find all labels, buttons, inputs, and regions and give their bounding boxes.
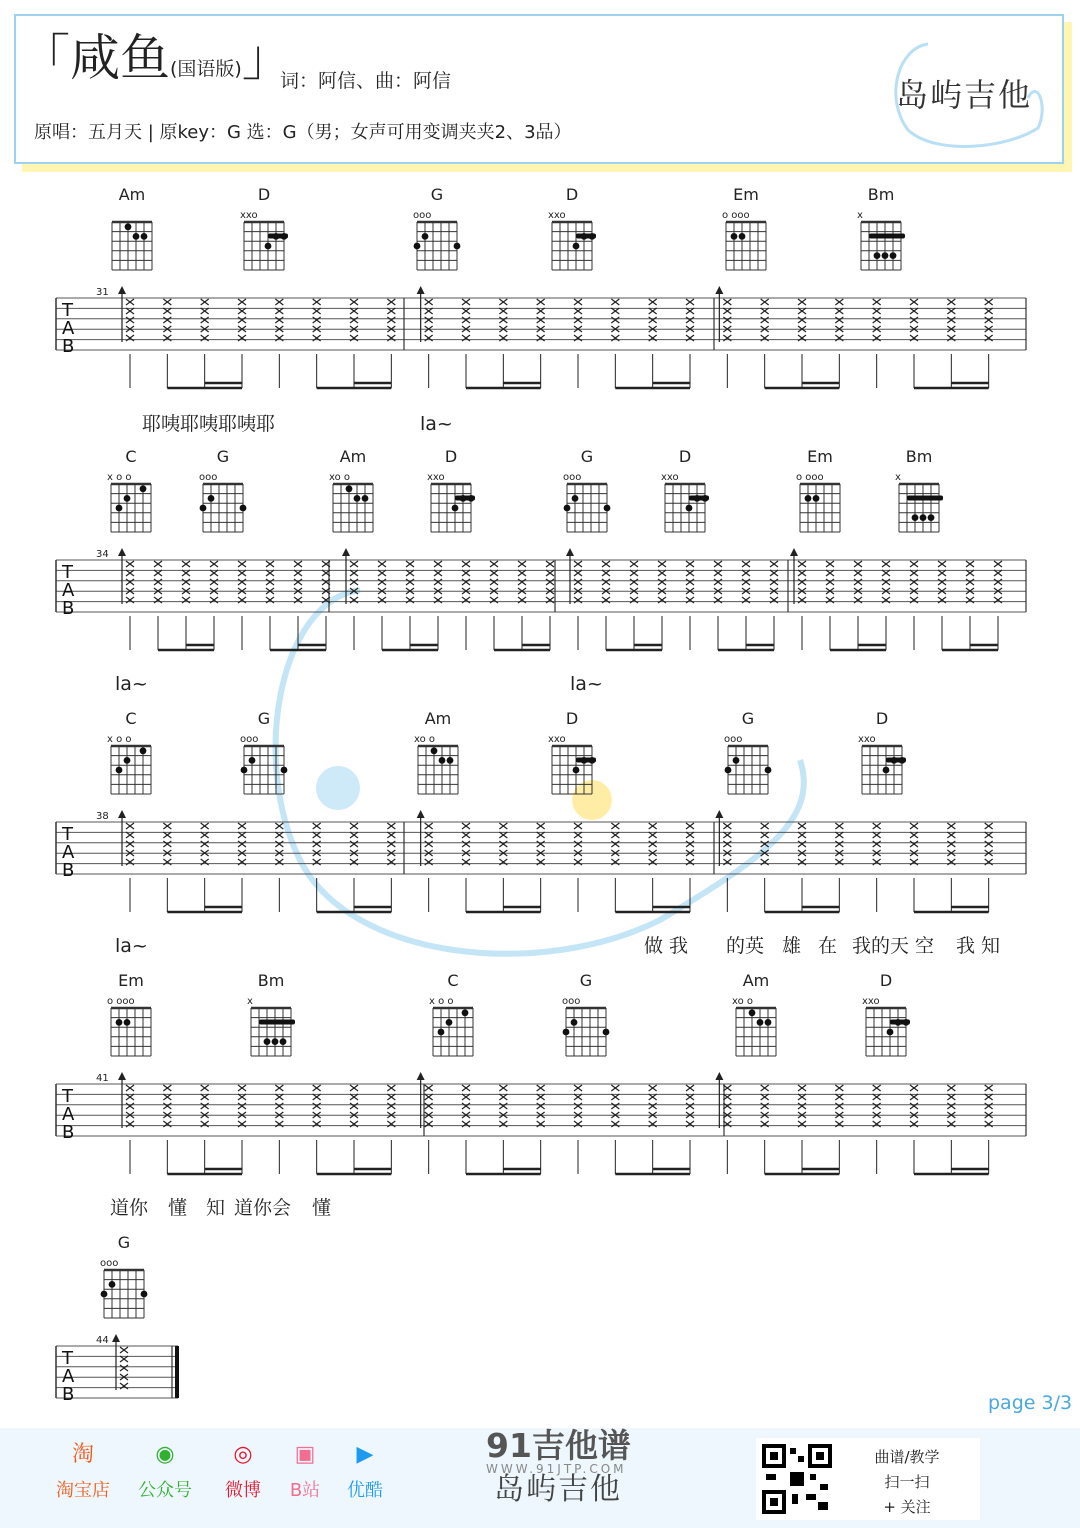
string-markers: xxo <box>858 734 876 745</box>
strum-x <box>882 561 890 603</box>
strum-x <box>350 561 358 603</box>
strum-x <box>770 561 778 603</box>
lyric-text: 我的天 空 <box>852 935 935 957</box>
credits-label: 词：阿信、曲：阿信 <box>280 70 452 92</box>
strum-x <box>910 823 918 865</box>
strum-x <box>490 561 498 603</box>
strum-x <box>313 823 321 865</box>
strum-x <box>835 299 843 341</box>
chord-diagram <box>548 185 596 270</box>
strum-x <box>462 299 470 341</box>
system-38 <box>56 673 1026 912</box>
tab-letter: B <box>62 598 75 619</box>
strum-x <box>686 299 694 341</box>
chord-diagram <box>112 185 152 270</box>
strum-x <box>686 561 694 603</box>
strum-x <box>499 823 507 865</box>
chord-diagram <box>240 185 288 270</box>
strum-x <box>761 823 769 865</box>
strum-x <box>798 1085 806 1127</box>
strum-x <box>425 1085 433 1127</box>
lyric-text: la~ <box>115 935 148 957</box>
strum-x <box>350 1085 358 1127</box>
strum-x <box>387 1085 395 1127</box>
strum-x <box>649 823 657 865</box>
strum-x <box>574 823 582 865</box>
strum-x <box>126 823 134 865</box>
chord-name: D <box>565 185 579 204</box>
chord-diagram <box>661 447 709 532</box>
footer-link-2[interactable] <box>208 1440 278 1502</box>
string-markers: ooo <box>563 472 582 483</box>
lyric-text: 道你会 <box>234 1197 292 1219</box>
chord-name: Em <box>807 447 833 466</box>
chord-name: Bm <box>867 185 895 204</box>
strum-x <box>275 299 283 341</box>
bilibili-icon: ▣ <box>294 1442 316 1467</box>
strum-x <box>873 823 881 865</box>
string-markers: o ooo <box>796 472 824 483</box>
strum-x <box>126 561 134 603</box>
strum-x <box>723 299 731 341</box>
strum-x <box>611 1085 619 1127</box>
footer-link-label: 公众号 <box>138 1480 192 1501</box>
strum-x <box>649 299 657 341</box>
chord-diagram <box>414 709 458 794</box>
lyric-text: 我 知 <box>956 935 1001 957</box>
chord-name: G <box>430 185 444 204</box>
chord-diagram <box>107 709 151 794</box>
strum-x <box>537 823 545 865</box>
strum-x <box>499 299 507 341</box>
qr-line-1: 曲谱/教学 <box>874 1448 940 1466</box>
strum-x <box>537 1085 545 1127</box>
strum-x <box>602 561 610 603</box>
strum-x <box>854 561 862 603</box>
footer-link-label: 淘宝店 <box>56 1480 110 1501</box>
lyric-text: 懂 <box>168 1197 188 1219</box>
chord-diagram <box>247 971 295 1056</box>
string-markers: x <box>247 996 253 1007</box>
strum-x <box>266 561 274 603</box>
strum-x <box>994 561 1002 603</box>
lyric-text: la~ <box>420 413 453 435</box>
strum-x <box>425 823 433 865</box>
strum-x <box>910 299 918 341</box>
string-markers: x <box>857 210 863 221</box>
chord-diagram <box>427 447 475 532</box>
strum-x <box>798 561 806 603</box>
wechat-icon: ◉ <box>155 1442 175 1467</box>
string-markers: x <box>895 472 901 483</box>
strum-x <box>313 1085 321 1127</box>
chord-diagram <box>199 447 246 532</box>
strum-x <box>163 823 171 865</box>
strum-x <box>835 823 843 865</box>
footer-link-4[interactable] <box>330 1440 400 1502</box>
chord-diagram <box>240 709 287 794</box>
strum-x <box>761 1085 769 1127</box>
chord-diagram <box>724 709 771 794</box>
chord-diagram <box>857 185 905 270</box>
system-41 <box>56 935 1026 1174</box>
string-markers: xo o <box>732 996 754 1007</box>
strum-x <box>499 1085 507 1127</box>
chord-name: Am <box>424 709 452 728</box>
chord-diagram <box>732 971 776 1056</box>
page-number: page 3/3 <box>988 1392 1073 1414</box>
tab-letter: T <box>62 1348 73 1369</box>
version-label: (国语版) <box>170 58 242 80</box>
logo-text: 岛屿吉他 <box>896 76 1033 114</box>
strum-x <box>425 299 433 341</box>
string-markers: o ooo <box>107 996 135 1007</box>
lyric-text: la~ <box>115 673 148 695</box>
string-markers: ooo <box>199 472 218 483</box>
strum-x <box>658 561 666 603</box>
chord-name: Bm <box>257 971 285 990</box>
strum-x <box>313 299 321 341</box>
strum-x <box>434 561 442 603</box>
chord-diagram <box>722 185 766 270</box>
strum-x <box>947 299 955 341</box>
chord-diagram <box>429 971 473 1056</box>
strum-x <box>630 561 638 603</box>
strum-x <box>275 823 283 865</box>
song-title: 「咸鱼(国语版)」 <box>20 29 292 87</box>
strum-x <box>649 1085 657 1127</box>
chord-name: C <box>125 709 137 728</box>
chord-name: G <box>257 709 271 728</box>
system-31 <box>56 185 1026 388</box>
chord-name: D <box>678 447 692 466</box>
strum-x <box>798 299 806 341</box>
chord-name: D <box>879 971 893 990</box>
string-markers: xo o <box>414 734 436 745</box>
brand-name: 91吉他谱 <box>486 1426 631 1465</box>
strum-x <box>462 1085 470 1127</box>
tab-letter: B <box>62 336 75 357</box>
brand-url: WWW.91JTP.COM <box>486 1462 627 1476</box>
string-markers: x o o <box>107 734 132 745</box>
strum-x <box>238 1085 246 1127</box>
strum-x <box>546 561 554 603</box>
chord-diagram <box>862 971 910 1056</box>
strum-x <box>938 561 946 603</box>
chord-name: Am <box>742 971 770 990</box>
strum-x <box>387 299 395 341</box>
strum-x <box>406 561 414 603</box>
string-markers: xxo <box>548 210 566 221</box>
lyric-text: 在 <box>818 935 838 957</box>
strum-x <box>985 823 993 865</box>
strum-x <box>201 1085 209 1127</box>
qr-line-2: 扫一扫 <box>884 1473 930 1491</box>
strum-x <box>611 299 619 341</box>
tab-letter: A <box>62 1366 75 1387</box>
chord-diagram <box>548 709 596 794</box>
strum-x <box>873 299 881 341</box>
strum-x <box>574 299 582 341</box>
strum-x <box>275 1085 283 1127</box>
chord-diagram <box>796 447 840 532</box>
chord-name: D <box>257 185 271 204</box>
strum-x <box>201 823 209 865</box>
strum-x <box>611 823 619 865</box>
chord-diagram <box>100 1233 147 1318</box>
strum-x <box>714 561 722 603</box>
strum-x <box>985 299 993 341</box>
strum-x <box>947 1085 955 1127</box>
chord-name: G <box>117 1233 131 1252</box>
string-markers: xxo <box>661 472 679 483</box>
string-markers: ooo <box>240 734 259 745</box>
chord-name: C <box>447 971 459 990</box>
lyric-text: 的英 <box>726 935 765 957</box>
strum-x <box>985 1085 993 1127</box>
tab-letter: B <box>62 1122 75 1143</box>
string-markers: xo o <box>329 472 351 483</box>
strum-x <box>910 561 918 603</box>
youku-icon: ▶ <box>356 1442 374 1467</box>
tab-letter: A <box>62 842 75 863</box>
chord-name: Bm <box>905 447 933 466</box>
strum-x <box>761 299 769 341</box>
chord-diagram <box>895 447 943 532</box>
tab-letter: B <box>62 860 75 881</box>
chord-name: D <box>875 709 889 728</box>
strum-x <box>238 561 246 603</box>
chord-diagram <box>562 971 609 1056</box>
chord-name: Em <box>118 971 144 990</box>
measure-number: 38 <box>96 811 109 822</box>
chord-name: D <box>565 709 579 728</box>
tab-letter: A <box>62 1104 75 1125</box>
chord-name: G <box>741 709 755 728</box>
string-markers: xxo <box>427 472 445 483</box>
string-markers: ooo <box>562 996 581 1007</box>
measure-number: 41 <box>96 1073 109 1084</box>
strum-x <box>742 561 750 603</box>
chord-name: Am <box>339 447 367 466</box>
strum-x <box>387 823 395 865</box>
weibo-icon: ◎ <box>233 1442 253 1467</box>
lyric-text: 雄 <box>782 935 802 957</box>
strum-x <box>210 561 218 603</box>
strum-x <box>163 1085 171 1127</box>
tab-letter: B <box>62 1384 75 1405</box>
string-markers: o ooo <box>722 210 750 221</box>
strum-x <box>294 561 302 603</box>
strum-x <box>947 823 955 865</box>
strum-x <box>574 561 582 603</box>
tab-letter: T <box>62 824 73 845</box>
chord-diagram <box>563 447 610 532</box>
strum-x <box>966 561 974 603</box>
string-markers: ooo <box>413 210 432 221</box>
brand-subname: 岛屿吉他 <box>494 1472 622 1507</box>
system-34 <box>56 413 1026 650</box>
strum-x <box>537 299 545 341</box>
string-markers: xxo <box>240 210 258 221</box>
strum-x <box>350 299 358 341</box>
strum-x <box>518 561 526 603</box>
lyric-text: 做 我 <box>644 935 689 957</box>
qr-code-icon <box>762 1444 832 1514</box>
strum-x <box>238 823 246 865</box>
strum-x <box>126 1085 134 1127</box>
string-markers: x o o <box>107 472 132 483</box>
footer-link-1[interactable] <box>130 1440 200 1502</box>
chord-diagram <box>107 971 151 1056</box>
system-44 <box>56 1197 331 1405</box>
strum-x <box>182 561 190 603</box>
lyric-text: 道你 <box>110 1197 149 1219</box>
chord-diagram <box>329 447 373 532</box>
strum-x <box>798 823 806 865</box>
footer-link-0[interactable] <box>48 1440 118 1502</box>
strum-x <box>686 1085 694 1127</box>
strum-x <box>462 561 470 603</box>
lyric-text: 耶咦耶咦耶咦耶 <box>142 413 276 435</box>
chord-name: Am <box>118 185 146 204</box>
tab-letter: A <box>62 318 75 339</box>
strum-x <box>826 561 834 603</box>
string-markers: xxo <box>862 996 880 1007</box>
tab-letter: T <box>62 562 73 583</box>
string-markers: xxo <box>548 734 566 745</box>
original-info: 原唱：五月天 | 原key：G 选：G（男；女声可用变调夹夹2、3品） <box>34 122 572 143</box>
chord-name: G <box>216 447 230 466</box>
lyric-text: 知 <box>206 1197 226 1219</box>
strum-x <box>686 823 694 865</box>
tab-letter: A <box>62 580 75 601</box>
strum-x <box>873 1085 881 1127</box>
footer-link-label: 微博 <box>225 1480 261 1501</box>
strum-x <box>163 299 171 341</box>
footer-link-label: B站 <box>289 1480 321 1501</box>
chord-name: D <box>444 447 458 466</box>
strum-x <box>238 299 246 341</box>
tab-letter: T <box>62 1086 73 1107</box>
string-markers: ooo <box>724 734 743 745</box>
taobao-icon: 淘 <box>71 1442 94 1467</box>
strum-x <box>126 299 134 341</box>
strum-x <box>120 1347 128 1389</box>
measure-number: 34 <box>96 549 109 560</box>
strum-x <box>723 823 731 865</box>
chord-name: C <box>125 447 137 466</box>
measure-number: 44 <box>96 1335 109 1346</box>
tab-letter: T <box>62 300 73 321</box>
qr-line-3: + 关注 <box>883 1498 931 1516</box>
strum-x <box>910 1085 918 1127</box>
strum-x <box>378 561 386 603</box>
strum-x <box>835 1085 843 1127</box>
chord-name: G <box>580 447 594 466</box>
chord-name: G <box>579 971 593 990</box>
string-markers: ooo <box>100 1258 119 1269</box>
strum-x <box>574 1085 582 1127</box>
chord-diagram <box>413 185 460 270</box>
lyric-text: 懂 <box>312 1197 332 1219</box>
chord-diagram <box>107 447 151 532</box>
strum-x <box>201 299 209 341</box>
strum-x <box>154 561 162 603</box>
chord-name: Em <box>733 185 759 204</box>
measure-number: 31 <box>96 287 109 298</box>
lyric-text: la~ <box>570 673 603 695</box>
footer-link-label: 优酷 <box>347 1480 383 1501</box>
chord-diagram <box>858 709 906 794</box>
strum-x <box>462 823 470 865</box>
strum-x <box>350 823 358 865</box>
string-markers: x o o <box>429 996 454 1007</box>
